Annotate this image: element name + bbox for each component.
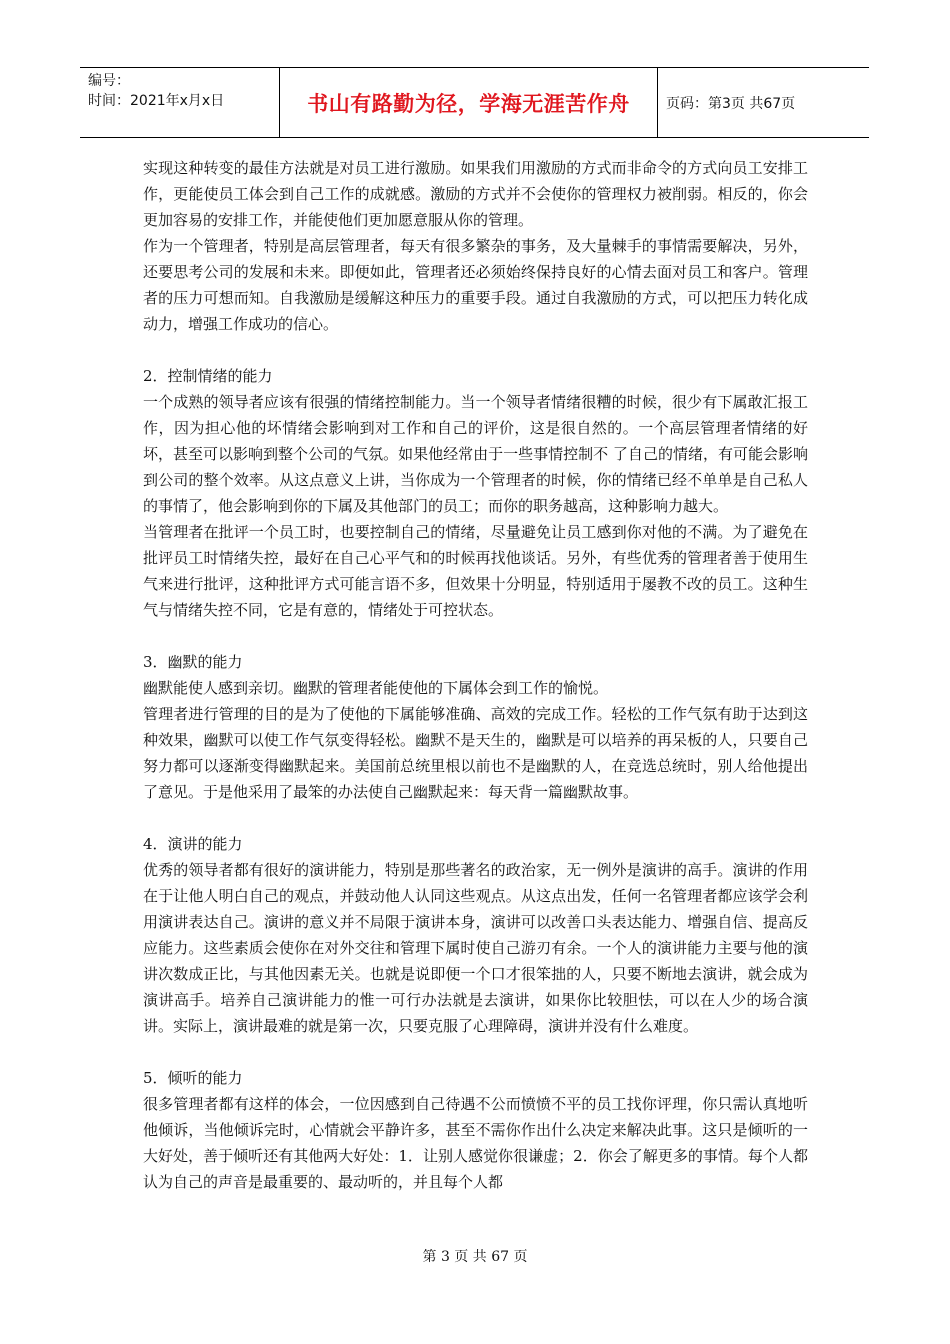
page-header — [80, 67, 869, 138]
header-meta — [80, 68, 280, 137]
section-heading: 2．控制情绪的能力 — [143, 367, 273, 385]
document-date: 时间：2021年x月x日 — [88, 93, 225, 109]
header-motto-cell — [280, 68, 658, 137]
header-page-info: 页码：第3页 共67页 — [666, 95, 796, 112]
paragraph: 很多管理者都有这样的体会，一位因感到自己待遇不公而愤愤不平的员工找你评理，你只需认真地听他倾诉，当他倾诉完时，心情就会平静许多，甚至不需你作出什么决定来解决此事。这只是倾听的一大好处，善于倾听还有其他两大好处：1．让别人感觉你很谦虚；2．你会了解更多的事情。每个人都认为自己的声音是最重要的、最动听的，并且每个人都 — [143, 1095, 808, 1191]
paragraph: 作为一个管理者，特别是高层管理者，每天有很多繁杂的事务，及大量棘手的事情需要解决，另外，还要思考公司的发展和未来。即便如此，管理者还必须始终保持良好的心情去面对员工和客户。管理者的压力可想而知。自我激励是缓解这种压力的重要手段。通过自我激励的方式，可以把压力转化成动力，增强工作成功的信心。 — [143, 237, 808, 333]
header-motto: 书山有路勤为径，学海无涯苦作舟 — [307, 91, 630, 116]
paragraph: 一个成熟的领导者应该有很强的情绪控制能力。当一个领导者情绪很糟的时候，很少有下属敢汇报工作，因为担心他的坏情绪会影响到对工作和自己的评价，这是很自然的。一个高层管理者情绪的好坏，甚至可以影响到整个公司的气氛。如果他经常由于一些事情控制不 了自己的情绪，有可能会影响到公司的整个效率。从这点意义上讲，当你成为一个管理者的时候，你的情绪已经不单单是自己私人的事情了，他会影响到你的下属及其他部门的员工；而你的职务越高，这种影响力越大。 — [143, 393, 808, 515]
section-heading: 4．演讲的能力 — [143, 835, 243, 853]
section-heading: 5．倾听的能力 — [143, 1069, 243, 1087]
document-number-label: 编号： — [88, 73, 130, 89]
document-body — [143, 155, 808, 1195]
page-footer: 第 3 页 共 67 页 — [422, 1249, 528, 1265]
paragraph: 优秀的领导者都有很好的演讲能力，特别是那些著名的政治家，无一例外是演讲的高手。演讲的作用在于让他人明白自己的观点，并鼓动他人认同这些观点。从这点出发，任何一名管理者都应该学会利用演讲表达自己。演讲的意义并不局限于演讲本身，演讲可以改善口头表达能力、增强自信、提高反应能力。这些素质会使你在对外交往和管理下属时使自己游刃有余。一个人的演讲能力主要与他的演讲次数成正比，与其他因素无关。也就是说即便一个口才很笨拙的人，只要不断地去演讲，就会成为演讲高手。培养自己演讲能力的惟一可行办法就是去演讲，如果你比较胆怯，可以在人少的场合演讲。实际上，演讲最难的就是第一次，只要克服了心理障碍，演讲并没有什么难度。 — [143, 861, 808, 1035]
paragraph: 实现这种转变的最佳方法就是对员工进行激励。如果我们用激励的方式而非命令的方式向员工安排工作，更能使员工体会到自己工作的成就感。激励的方式并不会使你的管理权力被削弱。相反的，你会更加容易的安排工作，并能使他们更加愿意服从你的管理。 — [143, 159, 808, 229]
paragraph: 管理者进行管理的目的是为了使他的下属能够准确、高效的完成工作。轻松的工作气氛有助于达到这种效果，幽默可以使工作气氛变得轻松。幽默不是天生的，幽默是可以培养的再呆板的人，只要自己努力都可以逐渐变得幽默起来。美国前总统里根以前也不是幽默的人，在竞选总统时，别人给他提出了意见。于是他采用了最笨的办法使自己幽默起来：每天背一篇幽默故事。 — [143, 705, 808, 801]
section-heading: 3．幽默的能力 — [143, 653, 243, 671]
paragraph: 幽默能使人感到亲切。幽默的管理者能使他的下属体会到工作的愉悦。 — [143, 679, 609, 697]
paragraph: 当管理者在批评一个员工时，也要控制自己的情绪，尽量避免让员工感到你对他的不满。为了避免在批评员工时情绪失控，最好在自己心平气和的时候再找他谈话。另外，有些优秀的管理者善于使用生气来进行批评，这种批评方式可能言语不多，但效果十分明显，特别适用于屡教不改的员工。这种生气与情绪失控不同，它是有意的，情绪处于可控状态。 — [143, 523, 808, 619]
